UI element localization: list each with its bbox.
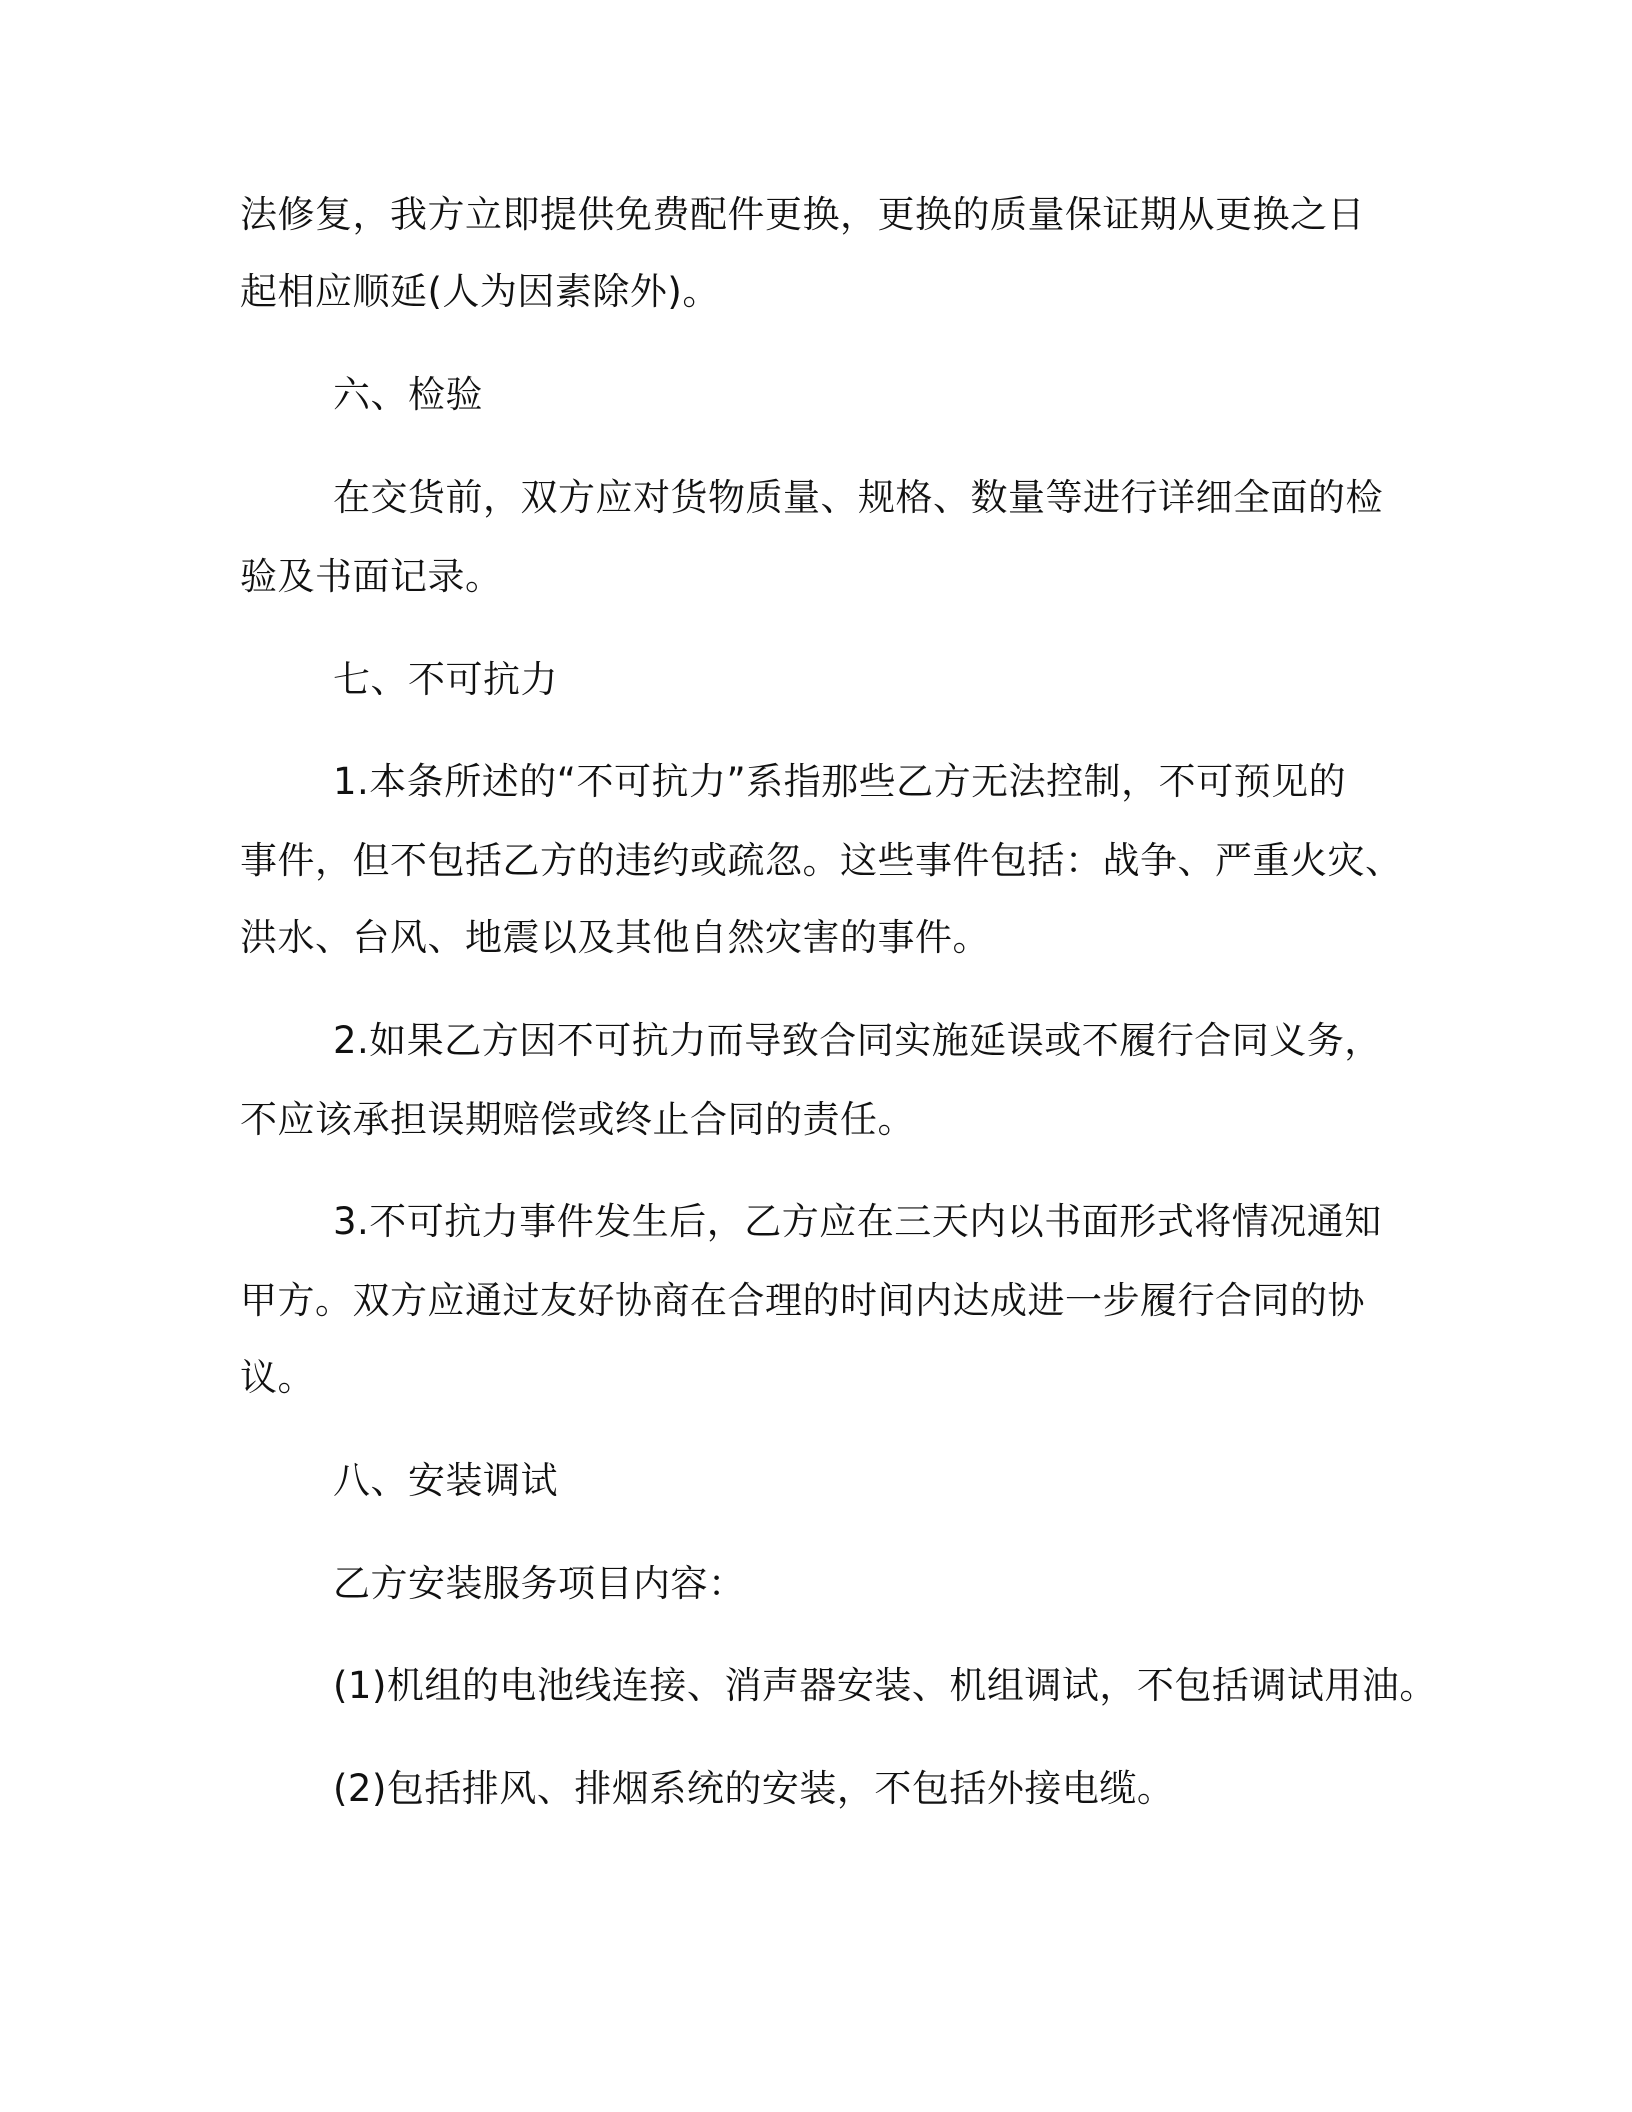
- section-7-item-3-line-2: 甲方。双方应通过友好协商在合理的时间内达成进一步履行合同的协: [240, 1279, 1365, 1322]
- section-8-intro: 乙方安装服务项目内容：: [333, 1562, 746, 1605]
- section-7-item-3-line-1: 3.不可抗力事件发生后，乙方应在三天内以书面形式将情况通知: [333, 1200, 1382, 1243]
- section-7-heading: 七、不可抗力: [333, 658, 558, 701]
- continuation-line-2: 起相应顺延(人为因素除外)。: [240, 270, 720, 313]
- section-7-item-2-line-2: 不应该承担误期赔偿或终止合同的责任。: [240, 1098, 915, 1141]
- section-6-paragraph-line-2: 验及书面记录。: [240, 555, 503, 598]
- section-7-item-3-line-3: 议。: [240, 1356, 315, 1399]
- section-7-item-2-line-1: 2.如果乙方因不可抗力而导致合同实施延误或不履行合同义务，: [333, 1019, 1382, 1062]
- section-7-item-1-line-3: 洪水、台风、地震以及其他自然灾害的事件。: [240, 916, 990, 959]
- section-7-item-1-line-2: 事件，但不包括乙方的违约或疏忽。这些事件包括：战争、严重火灾、: [240, 839, 1403, 882]
- section-6-paragraph-line-1: 在交货前，双方应对货物质量、规格、数量等进行详细全面的检: [333, 476, 1383, 519]
- continuation-line-1: 法修复，我方立即提供免费配件更换，更换的质量保证期从更换之日: [240, 193, 1365, 236]
- section-6-heading: 六、检验: [333, 373, 483, 416]
- section-7-item-1-line-1: 1.本条所述的“不可抗力”系指那些乙方无法控制，不可预见的: [333, 760, 1347, 803]
- section-8-item-1: (1)机组的电池线连接、消声器安装、机组调试，不包括调试用油。: [333, 1664, 1437, 1707]
- section-8-heading: 八、安装调试: [333, 1459, 558, 1502]
- section-8-item-2: (2)包括排风、排烟系统的安装，不包括外接电缆。: [333, 1767, 1175, 1810]
